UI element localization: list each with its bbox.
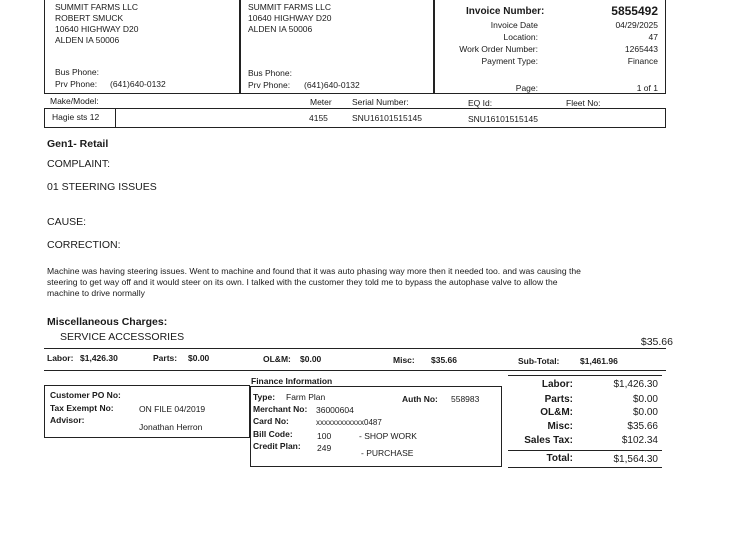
location: 47: [648, 32, 658, 42]
bill-to-prv-phone-label: Prv Phone:: [55, 79, 98, 89]
summary-rule-top: [44, 348, 666, 349]
page-label: Page:: [515, 83, 538, 93]
totals-olm: $0.00: [632, 407, 658, 418]
correction-label: CORRECTION:: [47, 239, 121, 251]
totals-olm-label: OL&M:: [540, 407, 573, 418]
correction-line-2: steering to get way off and it would steer on its own. I talked with the customer they told me to bypass the autophase valve to allow the: [47, 277, 558, 287]
location-label: Location:: [503, 32, 538, 42]
finance-credit-plan-label: Credit Plan:: [253, 441, 301, 451]
finance-title: Finance Information: [251, 376, 333, 386]
totals-rule: [508, 450, 662, 451]
misc-title: Miscellaneous Charges:: [47, 316, 168, 328]
make-model: Hagie sts 12: [52, 112, 100, 122]
advisor-label: Advisor:: [50, 415, 85, 425]
ship-to-prv-phone-label: Prv Phone:: [248, 80, 291, 90]
summary-olm: $0.00: [300, 354, 322, 364]
bill-to-bus-phone-label: Bus Phone:: [55, 67, 99, 77]
tax-exempt-label: Tax Exempt No:: [50, 403, 114, 413]
bill-to-city: ALDEN IA 50006: [55, 35, 120, 45]
ship-to-city: ALDEN IA 50006: [248, 24, 313, 34]
cause-label: CAUSE:: [47, 216, 87, 228]
customer-po-label: Customer PO No:: [50, 390, 121, 400]
invoice-date: 04/29/2025: [615, 20, 658, 30]
bill-to-contact: ROBERT SMUCK: [55, 13, 124, 23]
summary-olm-label: OL&M:: [263, 354, 291, 364]
totals-tax-label: Sales Tax:: [524, 435, 573, 446]
eq-id: SNU16101515145: [468, 114, 538, 124]
finance-merchant: 36000604: [316, 405, 354, 415]
totals-misc: $35.66: [627, 421, 658, 432]
work-order-label: Work Order Number:: [459, 44, 538, 54]
complaint-label: COMPLAINT:: [47, 158, 111, 170]
page-number: 1 of 1: [636, 83, 658, 93]
ship-to-name: SUMMIT FARMS LLC: [248, 2, 331, 12]
finance-merchant-label: Merchant No:: [253, 404, 308, 414]
summary-subtotal: $1,461.96: [580, 356, 618, 366]
invoice-date-label: Invoice Date: [490, 20, 538, 30]
equipment-divider: [115, 108, 116, 128]
finance-bill-code-label: Bill Code:: [253, 429, 293, 439]
finance-auth-label: Auth No:: [402, 394, 438, 404]
serial-label: Serial Number:: [352, 97, 409, 107]
finance-bill-code-desc: - SHOP WORK: [359, 431, 417, 441]
eq-id-label: EQ Id:: [468, 98, 493, 108]
make-model-label: Make/Model:: [50, 96, 99, 106]
bill-to-name: SUMMIT FARMS LLC: [55, 2, 138, 12]
work-order: 1265443: [624, 44, 658, 54]
summary-misc-label: Misc:: [393, 355, 415, 365]
bill-to-address: 10640 HIGHWAY D20: [55, 24, 139, 34]
ship-to-bus-phone-label: Bus Phone:: [248, 68, 292, 78]
correction-line-3: machine to drive normally: [47, 288, 145, 298]
finance-auth: 558983: [451, 394, 480, 404]
finance-credit-plan: 249: [317, 443, 332, 453]
finance-credit-plan-desc: - PURCHASE: [361, 448, 414, 458]
correction-line-1: Machine was having steering issues. Went to machine and found that it was auto phasing way more then it needed too. and was causing the: [47, 266, 581, 276]
payment-type: Finance: [627, 56, 658, 66]
totals-tax: $102.34: [621, 435, 658, 446]
finance-card-label: Card No:: [253, 416, 289, 426]
totals-labor: $1,426.30: [613, 379, 658, 390]
invoice-number: 5855492: [611, 4, 658, 18]
complaint-text: 01 STEERING ISSUES: [47, 181, 157, 193]
finance-type-label: Type:: [253, 392, 276, 402]
invoice-number-label: Invoice Number:: [466, 6, 545, 17]
fleet-label: Fleet No:: [566, 98, 601, 108]
job-title: Gen1- Retail: [47, 138, 109, 150]
totals-parts-label: Parts:: [544, 394, 573, 405]
totals-total: $1,564.30: [613, 454, 658, 465]
summary-labor: $1,426.30: [80, 353, 118, 363]
payment-type-label: Payment Type:: [481, 56, 538, 66]
summary-parts-label: Parts:: [153, 353, 178, 363]
totals-parts: $0.00: [632, 394, 658, 405]
finance-type: Farm Plan: [286, 392, 326, 402]
meter-label: Meter: [310, 97, 332, 107]
finance-bill-code: 100: [317, 431, 332, 441]
tax-exempt-value: ON FILE 04/2019: [139, 404, 206, 414]
advisor-name: Jonathan Herron: [139, 422, 203, 432]
totals-rule-bottom: [508, 467, 662, 468]
finance-card: xxxxxxxxxxxx0487: [316, 418, 382, 427]
summary-labor-label: Labor:: [47, 353, 74, 363]
serial-number: SNU16101515145: [352, 113, 422, 123]
totals-misc-label: Misc:: [547, 421, 573, 432]
summary-rule-bottom: [44, 370, 666, 371]
totals-labor-label: Labor:: [541, 379, 573, 390]
summary-subtotal-label: Sub-Total:: [518, 356, 560, 366]
ship-to-address: 10640 HIGHWAY D20: [248, 13, 332, 23]
ship-to-prv-phone: (641)640-0132: [304, 80, 360, 90]
totals-total-label: Total:: [546, 453, 573, 464]
misc-item-amount: $35.66: [640, 336, 673, 348]
totals-rule-top: [508, 375, 662, 376]
bill-to-prv-phone: (641)640-0132: [110, 79, 166, 89]
summary-misc: $35.66: [431, 355, 457, 365]
summary-parts: $0.00: [188, 353, 210, 363]
misc-item: SERVICE ACCESSORIES: [60, 331, 185, 343]
meter: 4155: [309, 113, 328, 123]
